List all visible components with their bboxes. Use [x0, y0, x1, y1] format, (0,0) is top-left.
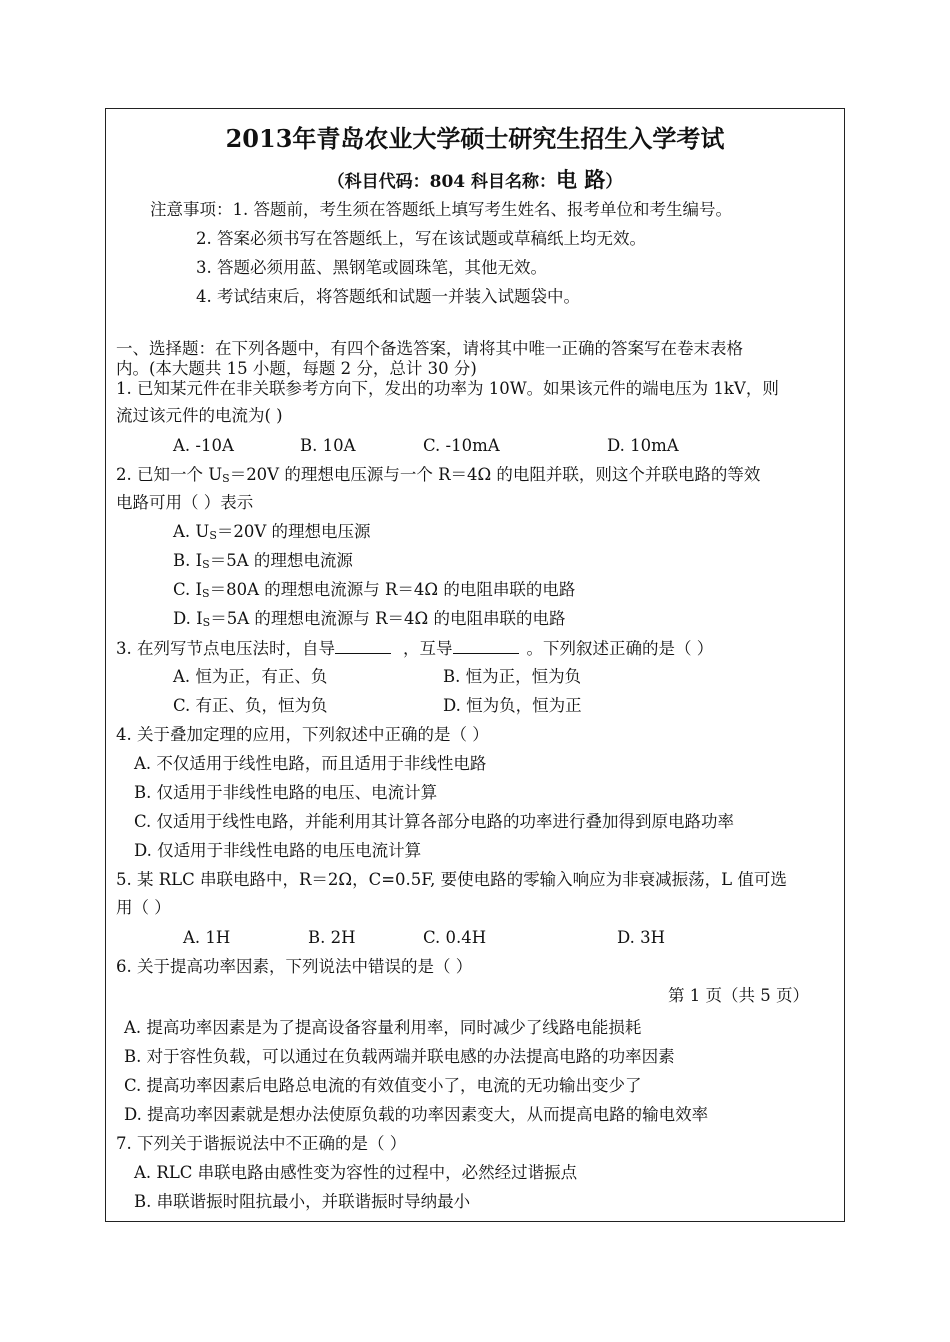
note-2: 2. 答案必须书写在答题纸上，写在该试题或草稿纸上均无效。 — [196, 229, 646, 248]
q5-line-2: 用（ ） — [116, 898, 171, 917]
q4-option-d: D. 仅适用于非线性电路的电压电流计算 — [134, 841, 422, 860]
q3-option-b: B. 恒为正，恒为负 — [443, 667, 582, 686]
q1-option-c: C. -10mA — [423, 436, 500, 455]
note-4: 4. 考试结束后，将答题纸和试题一并装入试题袋中。 — [196, 287, 580, 306]
section-heading-line-2: 内。(本大题共 15 小题，每题 2 分，总计 30 分) — [116, 359, 477, 378]
exam-title: 2013年青岛农业大学硕士研究生招生入学考试 — [225, 124, 725, 153]
q6-option-b: B. 对于容性负载，可以通过在负载两端并联电感的办法提高电路的功率因素 — [124, 1047, 675, 1066]
q5-option-b: B. 2H — [308, 928, 356, 947]
subject-name: 电 路 — [556, 167, 606, 192]
subject-suffix: ） — [605, 172, 623, 192]
q5-option-c: C. 0.4H — [423, 928, 487, 947]
q1-option-b: B. 10A — [300, 436, 356, 455]
q3-blank-1 — [335, 637, 391, 654]
note-3: 3. 答题必须用蓝、黑钢笔或圆珠笔，其他无效。 — [196, 258, 547, 277]
page-number: 第 1 页（共 5 页） — [668, 986, 809, 1005]
q2-option-d: D. IS＝5A 的理想电流源与 R＝4Ω 的电阻串联的电路 — [173, 609, 566, 629]
q2-option-b: B. IS＝5A 的理想电流源 — [173, 551, 353, 571]
note-1: 注意事项：1. 答题前，考生须在答题纸上填写考生姓名、报考单位和考生编号。 — [150, 200, 732, 219]
q3-blank-2 — [453, 637, 519, 654]
q2-line-2: 电路可用（ ）表示 — [116, 493, 254, 512]
q6-option-d: D. 提高功率因素就是想办法使原负载的功率因素变大，从而提高电路的输电效率 — [124, 1105, 709, 1124]
q5-line-1: 5. 某 RLC 串联电路中，R＝2Ω，C=0.5F, 要使电路的零输入响应为非衰减振荡，L 值可选 — [116, 870, 787, 889]
q4-option-c: C. 仅适用于线性电路，并能利用其计算各部分电路的功率进行叠加得到原电路功率 — [134, 812, 735, 831]
q7-line: 7. 下列关于谐振说法中不正确的是（ ） — [116, 1134, 407, 1153]
section-heading-line-1: 一、选择题：在下列各题中，有四个备选答案，请将其中唯一正确的答案写在卷末表格 — [116, 339, 743, 358]
q4-option-b: B. 仅适用于非线性电路的电压、电流计算 — [134, 783, 438, 802]
q1-line-1: 1. 已知某元件在非关联参考方向下，发出的功率为 10W。如果该元件的端电压为 1kV，则 — [116, 379, 779, 398]
q1-option-a: A. -10A — [173, 436, 234, 455]
q7-option-b: B. 串联谐振时阻抗最小，并联谐振时导纳最小 — [134, 1192, 471, 1211]
q5-option-a: A. 1H — [183, 928, 231, 947]
q6-option-c: C. 提高功率因素后电路总电流的有效值变小了，电流的无功输出变少了 — [124, 1076, 642, 1095]
q1-line-2: 流过该元件的电流为( ) — [116, 406, 283, 425]
subject-prefix: （科目代码：804 科目名称： — [327, 172, 557, 192]
q4-option-a: A. 不仅适用于线性电路，而且适用于非线性电路 — [134, 754, 487, 773]
q2-line-1: 2. 已知一个 US＝20V 的理想电压源与一个 R＝4Ω 的电阻并联，则这个并联电路的等效 — [116, 465, 761, 485]
q3-option-a: A. 恒为正，有正、负 — [173, 667, 328, 686]
q3-option-c: C. 有正、负，恒为负 — [173, 696, 328, 715]
subject-line — [0, 168, 950, 194]
q2-option-c: C. IS＝80A 的理想电流源与 R＝4Ω 的电阻串联的电路 — [173, 580, 576, 600]
q7-option-a: A. RLC 串联电路由感性变为容性的过程中，必然经过谐振点 — [134, 1163, 578, 1182]
q6-option-a: A. 提高功率因素是为了提高设备容量利用率，同时减少了线路电能损耗 — [124, 1018, 642, 1037]
q3-option-d: D. 恒为负，恒为正 — [443, 696, 582, 715]
q5-option-d: D. 3H — [617, 928, 666, 947]
q1-option-d: D. 10mA — [607, 436, 679, 455]
q6-line: 6. 关于提高功率因素，下列说法中错误的是（ ） — [116, 957, 473, 976]
q4-line: 4. 关于叠加定理的应用，下列叙述中正确的是（ ） — [116, 725, 489, 744]
q3-line: 3. 在列写节点电压法时，自导 ，互导 。下列叙述正确的是（ ） — [116, 639, 714, 658]
q2-option-a: A. US＝20V 的理想电压源 — [173, 522, 371, 542]
